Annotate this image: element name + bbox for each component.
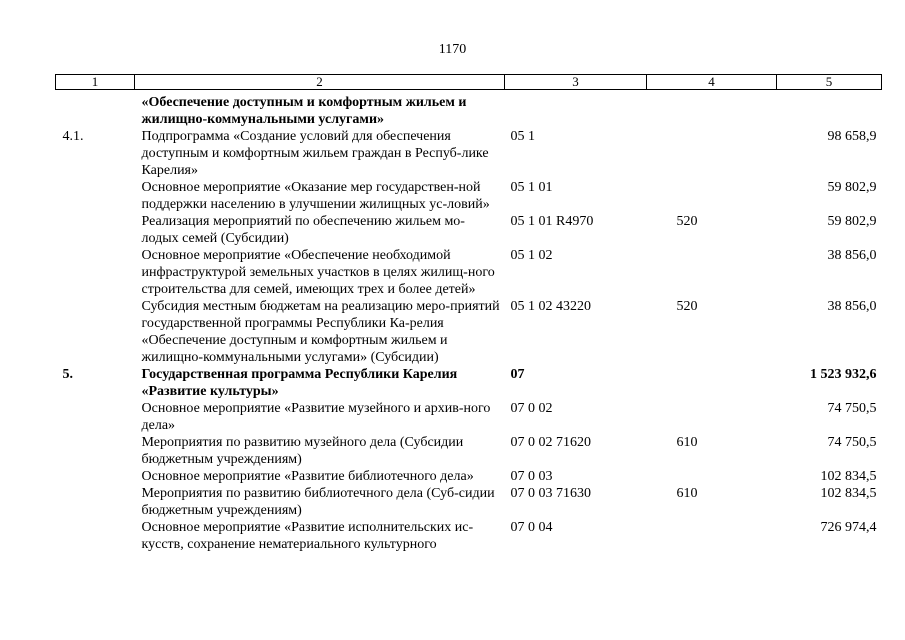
header-col-2: 2 (135, 75, 505, 90)
row-expense-type: 610 (676, 435, 698, 450)
table-row (56, 247, 882, 298)
table-row (56, 366, 882, 400)
row-code: 05 1 01 (510, 180, 553, 195)
table-row (56, 298, 882, 366)
row-expense-type (647, 179, 777, 213)
row-code: 07 (510, 367, 525, 382)
table-row (56, 400, 882, 434)
row-expense-type: 520 (676, 214, 698, 229)
table-row (56, 519, 882, 553)
table-row (56, 213, 882, 247)
row-amount: 1 523 932,6 (810, 367, 877, 382)
row-expense-type: 610 (676, 486, 698, 501)
row-code: 05 1 02 (510, 248, 553, 263)
row-code: 07 0 03 71630 (510, 486, 591, 501)
row-amount: 38 856,0 (827, 248, 877, 263)
table-row (56, 90, 882, 129)
row-expense-type (647, 400, 777, 434)
table-header (56, 75, 882, 90)
row-expense-type (647, 519, 777, 553)
row-amount: 38 856,0 (827, 299, 877, 314)
row-code: 05 1 02 43220 (510, 299, 591, 314)
row-amount: 59 802,9 (827, 214, 877, 229)
budget-table (55, 74, 882, 553)
row-amount: 74 750,5 (827, 435, 877, 450)
row-expense-type (647, 128, 777, 179)
row-expense-type (647, 90, 777, 129)
row-name: Основное мероприятие «Развитие исполнительских ис-кусств, сохранение нематериального культурного (141, 520, 474, 552)
row-number (56, 298, 135, 366)
table-row (56, 468, 882, 485)
table-row (56, 179, 882, 213)
row-code: 07 0 03 (510, 469, 553, 484)
row-name: Основное мероприятие «Развитие музейного и архив-ного дела» (141, 401, 491, 433)
row-name: Государственная программа Республики Карелия «Развитие культуры» (141, 367, 458, 399)
row-number (56, 434, 135, 468)
row-number (56, 213, 135, 247)
row-expense-type (647, 366, 777, 400)
row-number (56, 485, 135, 519)
row-code: 07 0 02 (510, 401, 553, 416)
row-name: Мероприятия по развитию библиотечного дела (Суб-сидии бюджетным учреждениям) (141, 486, 495, 518)
row-code: 07 0 02 71620 (510, 435, 591, 450)
row-name: Основное мероприятие «Развитие библиотечного дела» (141, 469, 474, 484)
row-amount: 102 834,5 (820, 469, 877, 484)
row-code: 07 0 04 (510, 520, 553, 535)
row-expense-type: 520 (676, 299, 698, 314)
row-number (56, 247, 135, 298)
row-name: Подпрограмма «Создание условий для обеспечения доступным и комфортным жильем граждан в Респуб-лике Карелия» (141, 129, 489, 178)
row-number (56, 468, 135, 485)
row-number (56, 90, 135, 129)
row-name: Основное мероприятие «Обеспечение необходимой инфраструктурой земельных участков в целях жилищ-ного строительства для семей, имеющих трех и более детей» (141, 248, 495, 297)
row-number (56, 179, 135, 213)
row-code: 05 1 01 R4970 (510, 214, 594, 229)
row-expense-type (647, 468, 777, 485)
header-col-3: 3 (505, 75, 647, 90)
row-name: Мероприятия по развитию музейного дела (Субсидии бюджетным учреждениям) (141, 435, 464, 467)
table-body (56, 90, 882, 554)
header-row (56, 75, 882, 90)
row-amount: 59 802,9 (827, 180, 877, 195)
table-row (56, 128, 882, 179)
header-col-1: 1 (56, 75, 135, 90)
header-col-4: 4 (647, 75, 777, 90)
table-row (56, 485, 882, 519)
row-name: Реализация мероприятий по обеспечению жильем мо-лодых семей (Субсидии) (141, 214, 465, 246)
header-col-5: 5 (777, 75, 882, 90)
row-amount (777, 90, 882, 129)
row-number: 4.1. (62, 129, 84, 144)
page-number: 1170 (438, 42, 467, 57)
row-number: 5. (62, 367, 73, 382)
row-expense-type (647, 247, 777, 298)
row-code (505, 90, 647, 129)
table-row (56, 434, 882, 468)
row-name: Основное мероприятие «Оказание мер государствен-ной поддержки населению в улучшении жилищных ус-ловий» (141, 180, 490, 212)
row-code: 05 1 (510, 129, 535, 144)
row-number (56, 400, 135, 434)
row-amount: 74 750,5 (827, 401, 877, 416)
row-amount: 726 974,4 (820, 520, 877, 535)
row-amount: 102 834,5 (820, 486, 877, 501)
row-number (56, 519, 135, 553)
row-amount: 98 658,9 (827, 129, 877, 144)
row-name: Субсидия местным бюджетам на реализацию меро-приятий государственной программы Республики Ка-релия «Обеспечение доступным и комфортным жильем и жилищно-коммунальными услугами» (Субсидии) (141, 299, 500, 365)
row-name: «Обеспечение доступным и комфортным жильем и жилищно-коммунальными услугами» (141, 95, 467, 127)
